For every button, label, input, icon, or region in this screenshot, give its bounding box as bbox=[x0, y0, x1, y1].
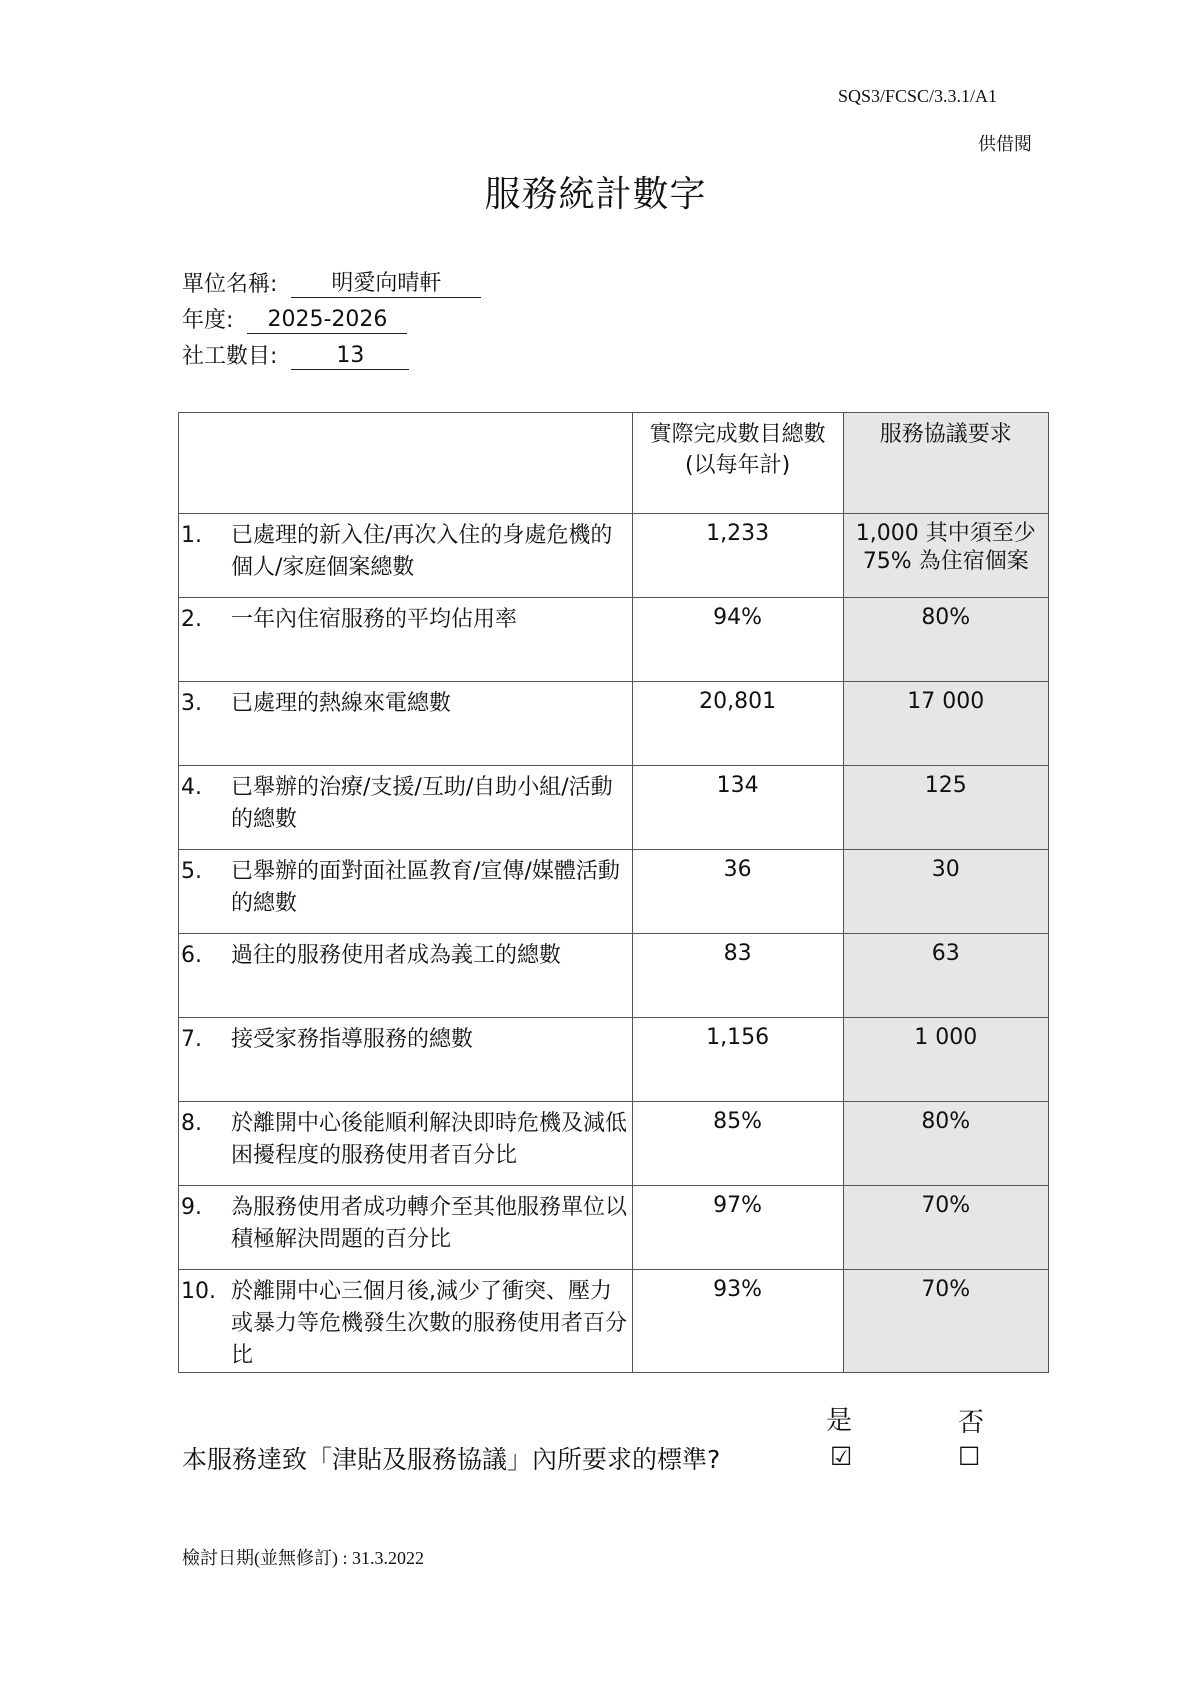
required-value: 1 000 bbox=[914, 1025, 978, 1050]
item-cell bbox=[179, 1102, 633, 1186]
required-value: 17 000 bbox=[907, 689, 985, 714]
item-number: 5. bbox=[181, 859, 202, 884]
actual-value: 20,801 bbox=[699, 689, 777, 714]
actual-value: 83 bbox=[723, 941, 752, 966]
item-description: 過往的服務使用者成為義工的總數 bbox=[231, 943, 562, 968]
unit-name-field bbox=[182, 268, 481, 298]
required-value: 63 bbox=[931, 941, 960, 966]
item-description: 於離開中心後能順利解決即時危機及減低困擾程度的服務使用者百分比 bbox=[231, 1111, 628, 1168]
actual-cell bbox=[632, 1270, 843, 1373]
actual-value: 134 bbox=[716, 773, 759, 798]
item-number: 4. bbox=[181, 775, 202, 800]
required-cell bbox=[843, 934, 1048, 1018]
table-row bbox=[179, 1018, 1049, 1102]
actual-cell bbox=[632, 850, 843, 934]
page-title: 服務統計數字 bbox=[484, 174, 707, 215]
actual-cell bbox=[632, 514, 843, 598]
required-value: 70% bbox=[921, 1193, 971, 1218]
year-label: 年度: bbox=[182, 308, 234, 333]
item-description: 為服務使用者成功轉介至其他服務單位以積極解決問題的百分比 bbox=[231, 1195, 628, 1252]
required-value: 125 bbox=[924, 773, 967, 798]
actual-value: 93% bbox=[713, 1277, 763, 1302]
header-actual-label: 實際完成數目總數 (以每年計) bbox=[649, 422, 826, 478]
required-cell bbox=[843, 1186, 1048, 1270]
item-cell bbox=[179, 682, 633, 766]
item-number: 3. bbox=[181, 691, 202, 716]
unit-name-label: 單位名稱: bbox=[182, 272, 278, 297]
access-note: 供借閱 bbox=[978, 134, 1032, 155]
actual-cell bbox=[632, 598, 843, 682]
actual-value: 1,233 bbox=[706, 521, 770, 546]
actual-cell bbox=[632, 1186, 843, 1270]
header-actual bbox=[632, 413, 843, 514]
required-cell bbox=[843, 598, 1048, 682]
item-number: 7. bbox=[181, 1027, 202, 1052]
service-statistics-table bbox=[178, 412, 1049, 1373]
item-description: 已舉辦的治療/支援/互助/自助小組/活動的總數 bbox=[231, 775, 613, 832]
required-value: 80% bbox=[921, 605, 971, 630]
required-cell bbox=[843, 850, 1048, 934]
compliance-question: 本服務達致「津貼及服務協議」內所要求的標準? bbox=[182, 1445, 721, 1474]
item-cell bbox=[179, 598, 633, 682]
item-number: 1. bbox=[181, 523, 202, 548]
actual-cell bbox=[632, 1018, 843, 1102]
yes-label: 是 bbox=[826, 1406, 853, 1436]
actual-value: 97% bbox=[713, 1193, 763, 1218]
year-value: 2025-2026 bbox=[247, 307, 407, 334]
item-cell bbox=[179, 1186, 633, 1270]
item-cell bbox=[179, 934, 633, 1018]
item-number: 8. bbox=[181, 1111, 202, 1136]
item-cell bbox=[179, 514, 633, 598]
table-row bbox=[179, 598, 1049, 682]
item-cell bbox=[179, 1270, 633, 1373]
required-value: 30 bbox=[931, 857, 960, 882]
item-number: 9. bbox=[181, 1195, 202, 1220]
table-row bbox=[179, 514, 1049, 598]
actual-value: 1,156 bbox=[706, 1025, 770, 1050]
required-cell bbox=[843, 1018, 1048, 1102]
item-cell bbox=[179, 766, 633, 850]
item-cell bbox=[179, 1018, 633, 1102]
table-row bbox=[179, 1270, 1049, 1373]
actual-cell bbox=[632, 1102, 843, 1186]
item-description: 於離開中心三個月後,減少了衝突、壓力或暴力等危機發生次數的服務使用者百分比 bbox=[231, 1279, 628, 1368]
required-value: 70% bbox=[921, 1277, 971, 1302]
table-row bbox=[179, 682, 1049, 766]
item-description: 一年內住宿服務的平均佔用率 bbox=[231, 607, 518, 632]
item-description: 已處理的新入住/再次入住的身處危機的個人/家庭個案總數 bbox=[231, 523, 613, 580]
no-label: 否 bbox=[958, 1408, 985, 1438]
header-empty-cell bbox=[179, 413, 633, 514]
table-row bbox=[179, 934, 1049, 1018]
social-workers-value: 13 bbox=[291, 343, 409, 370]
unit-name-value: 明愛向晴軒 bbox=[291, 271, 481, 298]
item-description: 已處理的熱線來電總數 bbox=[231, 691, 452, 716]
item-description: 已舉辦的面對面社區教育/宣傳/媒體活動的總數 bbox=[231, 859, 620, 916]
item-number: 10. bbox=[181, 1279, 216, 1304]
required-value: 1,000 其中須至少 75% 為住宿個案 bbox=[855, 521, 1036, 574]
yes-checkbox[interactable]: ☑ bbox=[830, 1442, 853, 1471]
actual-value: 94% bbox=[713, 605, 763, 630]
table-row bbox=[179, 1186, 1049, 1270]
year-field bbox=[182, 304, 407, 334]
table-row bbox=[179, 850, 1049, 934]
item-description: 接受家務指導服務的總數 bbox=[231, 1027, 474, 1052]
required-cell bbox=[843, 682, 1048, 766]
item-number: 6. bbox=[181, 943, 202, 968]
required-cell bbox=[843, 514, 1048, 598]
table-row bbox=[179, 1102, 1049, 1186]
required-cell bbox=[843, 1102, 1048, 1186]
actual-value: 36 bbox=[723, 857, 752, 882]
table-row bbox=[179, 766, 1049, 850]
actual-value: 85% bbox=[713, 1109, 763, 1134]
actual-cell bbox=[632, 934, 843, 1018]
item-number: 2. bbox=[181, 607, 202, 632]
actual-cell bbox=[632, 766, 843, 850]
social-workers-field bbox=[182, 340, 409, 370]
document-reference-code: SQS3/FCSC/3.3.1/A1 bbox=[838, 86, 998, 106]
required-value: 80% bbox=[921, 1109, 971, 1134]
social-workers-label: 社工數目: bbox=[182, 344, 278, 369]
header-required: 服務協議要求 bbox=[843, 413, 1048, 514]
required-cell bbox=[843, 1270, 1048, 1373]
item-cell bbox=[179, 850, 633, 934]
required-cell bbox=[843, 766, 1048, 850]
review-date: 檢討日期(並無修訂) : 31.3.2022 bbox=[182, 1548, 424, 1568]
actual-cell bbox=[632, 682, 843, 766]
table-header-row bbox=[179, 413, 1049, 514]
no-checkbox[interactable]: ☐ bbox=[958, 1442, 981, 1471]
